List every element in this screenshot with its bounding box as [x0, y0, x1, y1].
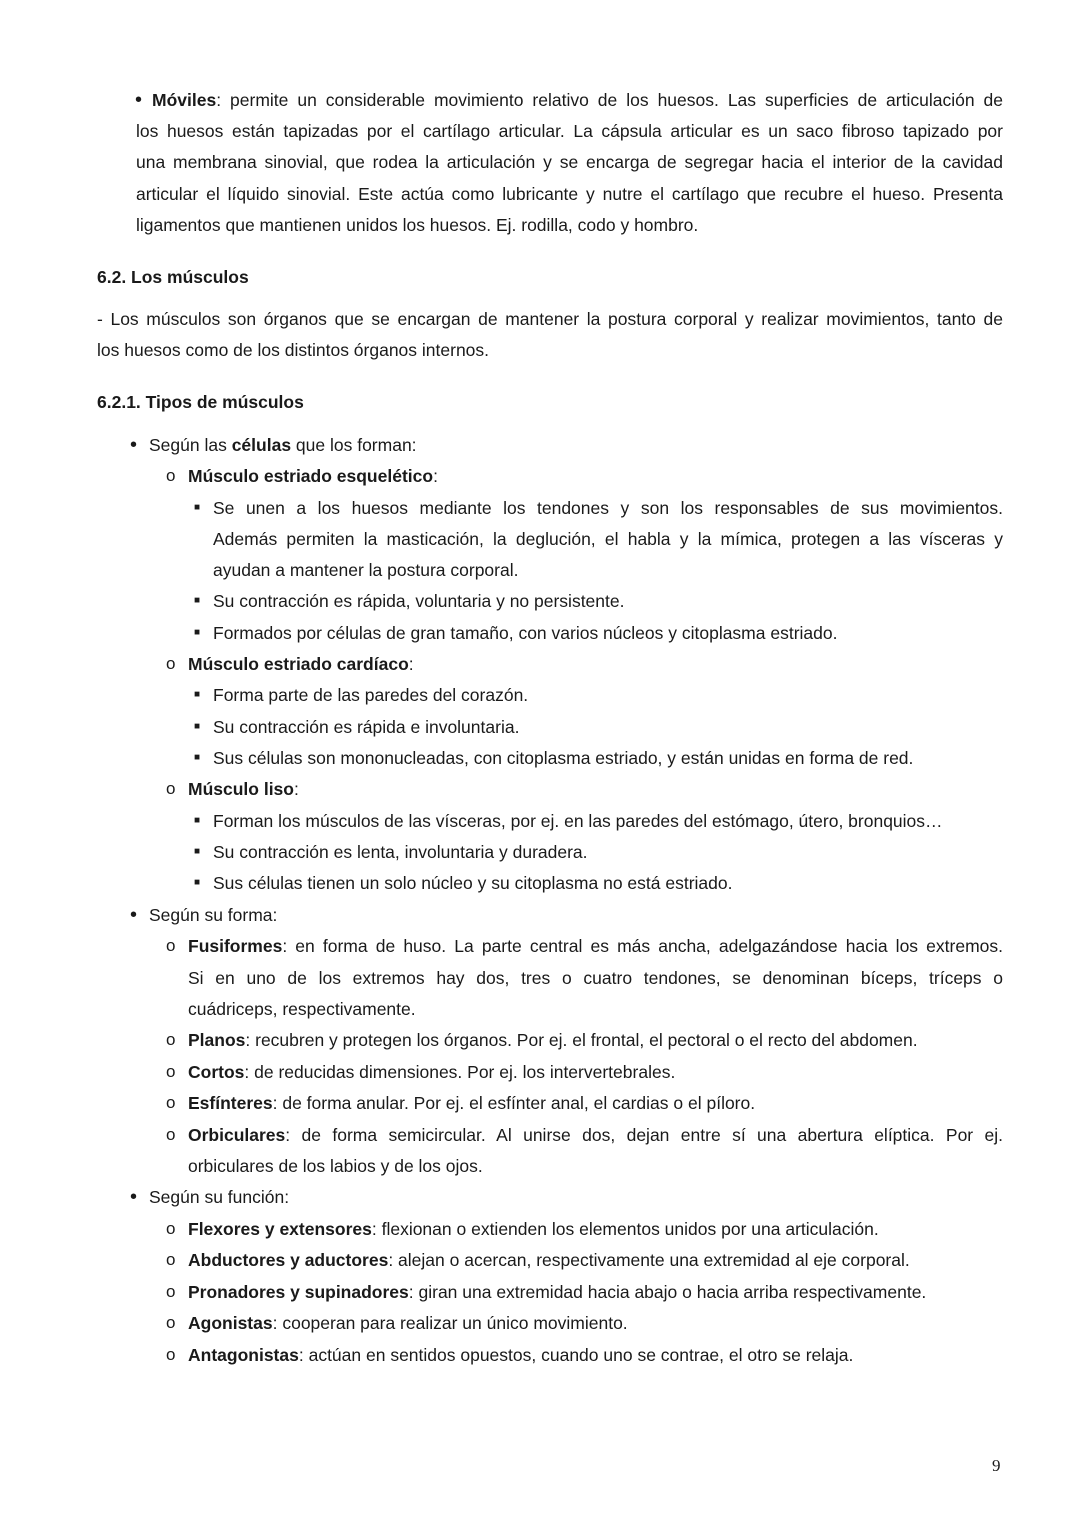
- abductores-term: Abductores y aductores: [188, 1250, 389, 1270]
- esqueletico-b: Su contracción es rápida, voluntaria y no persistente.: [213, 591, 625, 611]
- square-bullet-icon: ■: [194, 689, 201, 700]
- celulas-bold: células: [231, 435, 292, 455]
- esqueletico-c: Formados por células de gran tamaño, con varios núcleos y citoplasma estriado.: [213, 623, 838, 643]
- flexores-term: Flexores y extensores: [188, 1219, 372, 1239]
- pronadores-term: Pronadores y supinadores: [188, 1282, 409, 1302]
- moviles-line-5: ligamentos que mantienen unidos los huesos. Ej. rodilla, codo y hombro.: [136, 215, 699, 235]
- hollow-circle-bullet-icon: o: [166, 1062, 176, 1081]
- cortos-term: Cortos: [188, 1062, 245, 1082]
- flexores-item: [188, 1219, 879, 1239]
- pronadores-text: : giran una extremidad hacia abajo o hacia arriba respectivamente.: [408, 1282, 927, 1302]
- musculos-intro-line-1: - Los músculos son órganos que se encargan de mantener la postura corporal y realizar movimientos, tanto de: [97, 309, 1003, 329]
- esqueletico-a-line-1: Se unen a los huesos mediante los tendones y son los responsables de sus movimientos.: [213, 498, 1003, 518]
- celulas-post: que los forman:: [291, 435, 417, 455]
- fusiformes-line-3: cuádriceps, respectivamente.: [188, 999, 416, 1019]
- abductores-item: [188, 1250, 910, 1270]
- square-bullet-icon: ■: [194, 846, 201, 857]
- disc-bullet-icon: •: [130, 434, 138, 456]
- orbiculares-term: Orbiculares: [188, 1125, 286, 1145]
- abductores-text: : alejan o acercan, respectivamente una extremidad al eje corporal.: [388, 1250, 910, 1270]
- antagonistas-item: [188, 1345, 853, 1365]
- square-bullet-icon: ■: [194, 877, 201, 888]
- liso-c: Sus células tienen un solo núcleo y su citoplasma no está estriado.: [213, 873, 733, 893]
- pronadores-item: [188, 1282, 926, 1302]
- liso-title: Músculo liso:: [188, 779, 299, 799]
- moviles-line-3: una membrana sinovial, que rodea la articulación y se encarga de segregar hacia el interior de la cavidad: [136, 152, 1003, 172]
- agonistas-text: : cooperan para realizar un único movimiento.: [272, 1313, 628, 1333]
- esqueletico-term: Músculo estriado esquelético: [188, 466, 434, 486]
- hollow-circle-bullet-icon: o: [166, 1030, 176, 1049]
- section-heading-6-2: 6.2. Los músculos: [97, 267, 249, 287]
- agonistas-term: Agonistas: [188, 1313, 273, 1333]
- hollow-circle-bullet-icon: o: [166, 1282, 176, 1301]
- cortos-text: : de reducidas dimensiones. Por ej. los intervertebrales.: [244, 1062, 676, 1082]
- moviles-line-1: [152, 90, 1003, 110]
- esqueletico-a-line-2: Además permiten la masticación, la deglución, el habla y la mímica, protegen a las vísceras y: [213, 529, 1003, 549]
- orbiculares-line-1: [188, 1125, 1003, 1145]
- square-bullet-icon: ■: [194, 627, 201, 638]
- disc-bullet-icon: •: [130, 1186, 138, 1208]
- disc-bullet-icon: •: [130, 904, 138, 926]
- liso-b: Su contracción es lenta, involuntaria y duradera.: [213, 842, 588, 862]
- fusiformes-term: Fusiformes: [188, 936, 283, 956]
- cardiaco-a: Forma parte de las paredes del corazón.: [213, 685, 529, 705]
- moviles-line-4: articular el líquido sinovial. Este actúa como lubricante y nutre el cartílago que recubre el hueso. Presenta: [136, 184, 1003, 204]
- fusiformes-line-2: Si en uno de los extremos hay dos, tres o cuatro tendones, se denominan bíceps, tríceps o: [188, 968, 1003, 988]
- planos-text: : recubren y protegen los órganos. Por ej. el frontal, el pectoral o el recto del abdomen.: [245, 1030, 918, 1050]
- hollow-circle-bullet-icon: o: [166, 1093, 176, 1112]
- cardiaco-c: Sus células son mononucleadas, con citoplasma estriado, y están unidas en forma de red.: [213, 748, 914, 768]
- hollow-circle-bullet-icon: o: [166, 1219, 176, 1238]
- funcion-label: Según su función:: [149, 1187, 290, 1207]
- square-bullet-icon: ■: [194, 815, 201, 826]
- hollow-circle-bullet-icon: o: [166, 1250, 176, 1269]
- cortos-item: [188, 1062, 675, 1082]
- hollow-circle-bullet-icon: o: [166, 466, 176, 485]
- planos-item: [188, 1030, 918, 1050]
- musculos-intro-line-2: los huesos como de los distintos órganos internos.: [97, 340, 490, 360]
- orbiculares-text: : de forma semicircular. Al unirse dos, dejan entre sí una abertura elíptica. Por ej.: [285, 1125, 1003, 1145]
- hollow-circle-bullet-icon: o: [166, 1313, 176, 1332]
- hollow-circle-bullet-icon: o: [166, 779, 176, 798]
- fusiformes-text: : en forma de huso. La parte central es más ancha, adelgazándose hacia los extremos.: [282, 936, 1003, 956]
- hollow-circle-bullet-icon: o: [166, 1125, 176, 1144]
- moviles-line-2: los huesos están tapizadas por el cartílago articular. La cápsula articular es un saco fibroso tapizado por: [136, 121, 1003, 141]
- hollow-circle-bullet-icon: o: [166, 1345, 176, 1364]
- esfinteres-item: [188, 1093, 755, 1113]
- square-bullet-icon: ■: [194, 502, 201, 513]
- cardiaco-term: Músculo estriado cardíaco: [188, 654, 409, 674]
- moviles-term: Móviles: [152, 90, 217, 110]
- planos-term: Planos: [188, 1030, 246, 1050]
- disc-bullet-icon: •: [135, 89, 143, 111]
- page-number: 9: [992, 1456, 1001, 1475]
- square-bullet-icon: ■: [194, 595, 201, 606]
- antagonistas-term: Antagonistas: [188, 1345, 299, 1365]
- liso-term: Músculo liso: [188, 779, 294, 799]
- esfinteres-term: Esfínteres: [188, 1093, 273, 1113]
- cardiaco-b: Su contracción es rápida e involuntaria.: [213, 717, 520, 737]
- agonistas-item: [188, 1313, 628, 1333]
- celulas-pre: Según las: [149, 435, 232, 455]
- cardiaco-title: Músculo estriado cardíaco:: [188, 654, 414, 674]
- liso-a: Forman los músculos de las vísceras, por ej. en las paredes del estómago, útero, bronquios…: [213, 811, 943, 831]
- hollow-circle-bullet-icon: o: [166, 936, 176, 955]
- esfinteres-text: : de forma anular. Por ej. el esfínter anal, el cardias o el píloro.: [272, 1093, 756, 1113]
- orbiculares-line-2: orbiculares de los labios y de los ojos.: [188, 1156, 483, 1176]
- hollow-circle-bullet-icon: o: [166, 654, 176, 673]
- section-heading-6-2-1: 6.2.1. Tipos de músculos: [97, 392, 304, 412]
- square-bullet-icon: ■: [194, 752, 201, 763]
- forma-label: Según su forma:: [149, 905, 278, 925]
- esqueletico-title: Músculo estriado esquelético:: [188, 466, 438, 486]
- flexores-text: : flexionan o extienden los elementos unidos por una articulación.: [371, 1219, 879, 1239]
- fusiformes-line-1: [188, 936, 1003, 956]
- esqueletico-a-line-3: ayudan a mantener la postura corporal.: [213, 560, 519, 580]
- celulas-label: [149, 435, 417, 455]
- antagonistas-text: : actúan en sentidos opuestos, cuando uno se contrae, el otro se relaja.: [298, 1345, 854, 1365]
- moviles-text: : permite un considerable movimiento relativo de los huesos. Las superficies de articulación de: [216, 90, 1003, 110]
- square-bullet-icon: ■: [194, 721, 201, 732]
